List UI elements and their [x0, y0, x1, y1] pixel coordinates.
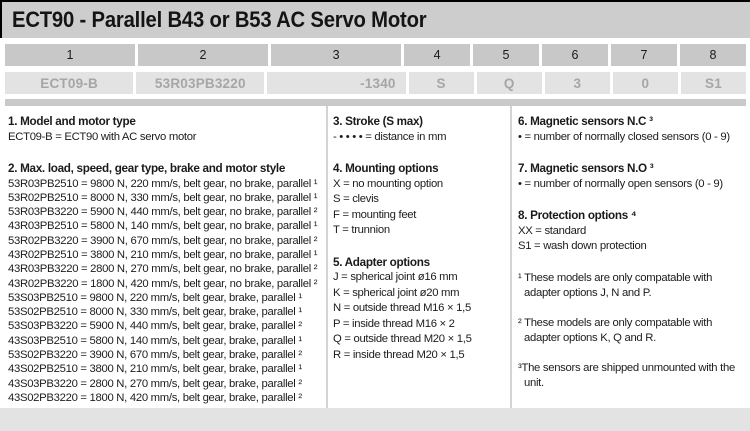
section-heading: 4. Mounting options — [333, 162, 439, 175]
section-line: S = clevis — [333, 193, 379, 205]
code-col-1-value: ECT09-B — [5, 72, 133, 94]
footnote: ¹ These models are only compatable with adapter options J, N and P. — [518, 271, 713, 299]
section-line: 53R02PB2510 = 8000 N, 330 mm/s, belt gear, no brake, parallel ¹ — [8, 191, 318, 204]
section-line: 43S02PB3220 = 1800 N, 420 mm/s, belt gear, brake, parallel ² — [8, 391, 302, 404]
section-line: S1 = wash down protection — [518, 240, 647, 252]
section-line: XX = standard — [518, 224, 587, 237]
section-block — [333, 255, 505, 364]
column-divider-2 — [510, 106, 512, 408]
code-col-7-number: 7 — [611, 44, 677, 66]
section-line: 53S02PB3220 = 3900 N, 670 mm/s, belt gear, brake, parallel ² — [8, 349, 302, 362]
section-heading: 5. Adapter options — [333, 255, 430, 269]
body-col-3 — [518, 114, 744, 431]
section-heading: 7. Magnetic sensors N.O ³ — [518, 162, 654, 175]
code-col-2-value: 53R03PB3220 — [136, 72, 264, 94]
code-col-4-number: 4 — [404, 44, 470, 66]
code-value-row — [5, 72, 746, 94]
section-line: 53S03PB3220 = 5900 N, 440 mm/s, belt gear, brake, parallel ² — [8, 320, 302, 333]
section-block — [8, 114, 320, 145]
page-title: ECT90 - Parallel B43 or B53 AC Servo Motor — [12, 7, 427, 32]
section-line: ECT09-B = ECT90 with AC servo motor — [8, 130, 197, 143]
code-col-2-number: 2 — [138, 44, 268, 66]
section-line: - • • • • = distance in mm — [333, 130, 447, 143]
section-line: • = number of normally closed sensors (0 - 9) — [518, 130, 730, 143]
code-col-8-number: 8 — [680, 44, 746, 66]
section-line: • = number of normally open sensors (0 - 9) — [518, 177, 723, 190]
section-line: 53S03PB2510 = 9800 N, 220 mm/s, belt gear, brake, parallel ¹ — [8, 291, 302, 304]
section-block — [518, 114, 744, 145]
section-heading: 8. Protection options ⁴ — [518, 209, 637, 222]
section-line: 53R02PB3220 = 3900 N, 670 mm/s, belt gear, no brake, parallel ² — [8, 234, 318, 247]
section-block — [518, 161, 744, 192]
column-divider-1 — [326, 106, 328, 408]
code-col-3-number: 3 — [271, 44, 401, 66]
code-number-row — [5, 44, 746, 66]
section-line: K = spherical joint ø20 mm — [333, 286, 460, 299]
section-heading: 2. Max. load, speed, gear type, brake and motor style — [8, 162, 286, 175]
section-heading: 6. Magnetic sensors N.C ³ — [518, 115, 653, 128]
section-block — [8, 161, 320, 405]
section-line: 43S03PB3220 = 2800 N, 270 mm/s, belt gear, brake, parallel ² — [8, 377, 302, 390]
code-col-5-number: 5 — [473, 44, 539, 66]
code-col-6-number: 6 — [542, 44, 608, 66]
footnote: ³The sensors are shipped unmounted with the unit. — [518, 361, 735, 389]
section-line: P = inside thread M16 × 2 — [333, 317, 455, 330]
code-col-3-value: -1340 — [267, 72, 405, 94]
section-block — [333, 161, 505, 239]
section-heading: 3. Stroke (S max) — [333, 115, 423, 128]
section-line: N = outside thread M16 × 1,5 — [333, 302, 471, 314]
section-line: F = mounting feet — [333, 208, 417, 221]
code-col-4-value: S — [409, 72, 474, 94]
section-heading: 1. Model and motor type — [8, 115, 136, 128]
section-line: 43R02PB3220 = 1800 N, 420 mm/s, belt gear, no brake, parallel ² — [8, 277, 318, 290]
code-col-7-value: 0 — [613, 72, 678, 94]
section-line: R = inside thread M20 × 1,5 — [333, 348, 465, 361]
section-line: 53S02PB2510 = 8000 N, 330 mm/s, belt gear, brake, parallel ¹ — [8, 306, 302, 319]
section-block — [333, 114, 505, 145]
footnote: ² These models are only compatable with adapter options K, Q and R. — [518, 316, 713, 344]
section-line: 43S03PB2510 = 5800 N, 140 mm/s, belt gear, brake, parallel ¹ — [8, 334, 302, 347]
section-block — [518, 208, 744, 255]
section-line: 43S02PB2510 = 3800 N, 210 mm/s, belt gear, brake, parallel ¹ — [8, 363, 302, 376]
body-col-1 — [8, 114, 320, 421]
section-line: X = no mounting option — [333, 177, 443, 190]
section-line: Q = outside thread M20 × 1,5 — [333, 333, 472, 345]
body-col-2 — [333, 114, 505, 379]
footer-band — [0, 408, 750, 431]
section-line: 43R03PB2510 = 5800 N, 140 mm/s, belt gear, no brake, parallel ¹ — [8, 220, 318, 233]
section-line: 43R02PB2510 = 3800 N, 210 mm/s, belt gear, no brake, parallel ¹ — [8, 248, 318, 261]
section-line: J = spherical joint ø16 mm — [333, 271, 458, 283]
section-line: 53R03PB3220 = 5900 N, 440 mm/s, belt gear, no brake, parallel ² — [8, 206, 318, 219]
section-line: T = trunnion — [333, 224, 390, 236]
code-col-6-value: 3 — [545, 72, 610, 94]
code-col-1-number: 1 — [5, 44, 135, 66]
separator-strip — [5, 99, 746, 106]
code-col-8-value: S1 — [681, 72, 746, 94]
code-col-5-value: Q — [477, 72, 542, 94]
section-line: 53R03PB2510 = 9800 N, 220 mm/s, belt gear, no brake, parallel ¹ — [8, 177, 318, 190]
section-line: 43R03PB3220 = 2800 N, 270 mm/s, belt gear, no brake, parallel ² — [8, 263, 318, 276]
title-bar — [0, 2, 750, 38]
